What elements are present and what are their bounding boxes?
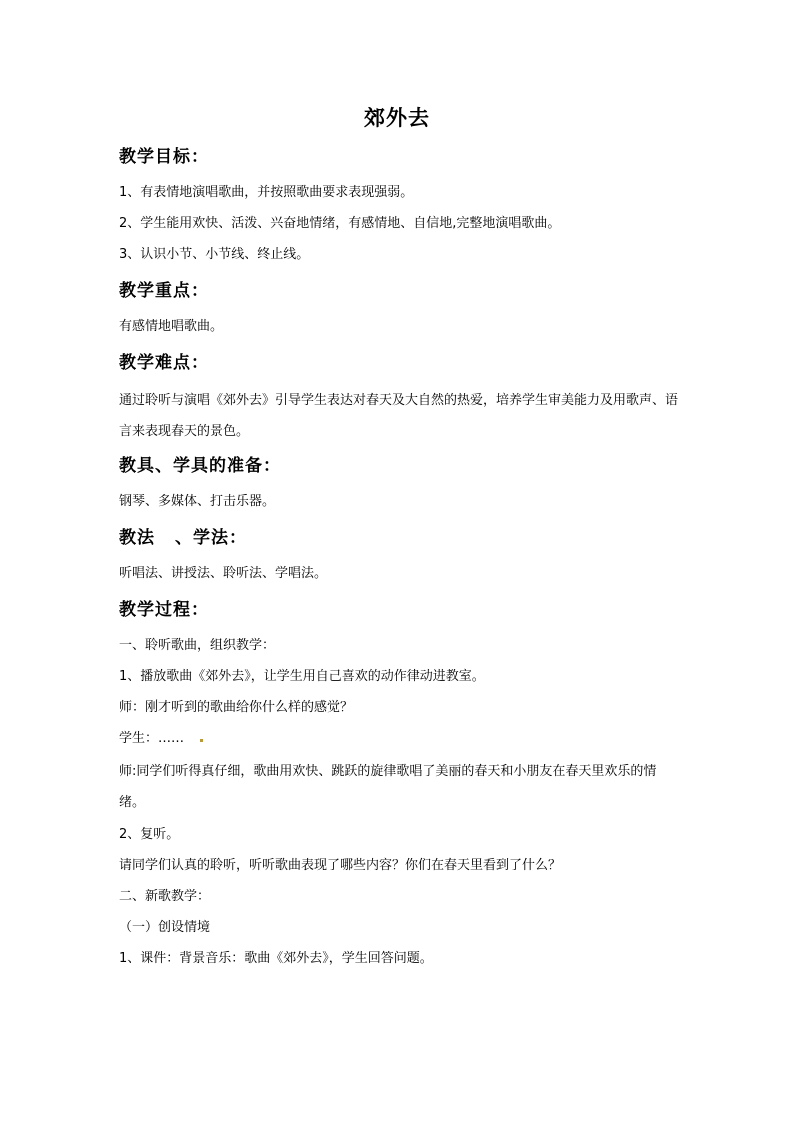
key-points-text: 有感情地唱歌曲。: [119, 319, 224, 334]
process-line-7: 请同学们认真的聆听，听听歌曲表现了哪些内容？你们在春天里看到了什么？: [119, 858, 562, 873]
process-line-4: [119, 729, 679, 749]
process-line-10: 1、课件：背景音乐：歌曲《郊外去》，学生回答问题。: [119, 951, 433, 966]
materials-text: 钢琴、多媒体、打击乐器。: [119, 494, 276, 509]
section-heading-methods: [119, 526, 679, 550]
section-heading-materials: 教具、学具的准备：: [119, 456, 281, 476]
methods-heading-part2: 、学法：: [175, 528, 247, 548]
methods-heading-part1: 教法: [119, 528, 155, 548]
process-line-5: 师:同学们听得真仔细，歌曲用欢快、跳跃的旋律歌唱了美丽的春天和小朋友在春天里欢乐的情绪。: [119, 764, 657, 810]
section-heading-key-points: 教学重点：: [119, 281, 209, 301]
stray-mark: [200, 739, 203, 742]
student-answer: 学生：……: [119, 731, 185, 746]
process-line-3: 师：刚才听到的歌曲给你什么样的感觉？: [119, 700, 354, 715]
goal-item-2: 2、学生能用欢快、活泼、兴奋地情绪，有感情地、自信地,完整地演唱歌曲。: [119, 216, 561, 231]
process-line-1: 一、聆听歌曲，组织教学：: [119, 638, 276, 653]
process-line-6: 2、复听。: [119, 827, 180, 842]
goal-item-3: 3、认识小节、小节线、终止线。: [119, 247, 310, 262]
section-heading-goals: 教学目标：: [119, 147, 209, 167]
section-heading-process: 教学过程：: [119, 600, 209, 620]
process-line-2: 1、播放歌曲《郊外去》，让学生用自己喜欢的动作律动进教室。: [119, 669, 485, 684]
document-title: 郊外去: [364, 105, 430, 130]
process-line-9: （一）创设情境: [119, 920, 211, 935]
document-body: [119, 145, 679, 980]
section-heading-difficulties: 教学难点：: [119, 353, 209, 373]
methods-text: 听唱法、讲授法、聆听法、学唱法。: [119, 566, 328, 581]
goal-item-1: 1、有表情地演唱歌曲，并按照歌曲要求表现强弱。: [119, 185, 414, 200]
process-line-8: 二、新歌教学：: [119, 889, 211, 904]
difficulties-text: 通过聆听与演唱《郊外去》引导学生表达对春天及大自然的热爱，培养学生审美能力及用歌声、语言来表现春天的景色。: [119, 393, 679, 439]
